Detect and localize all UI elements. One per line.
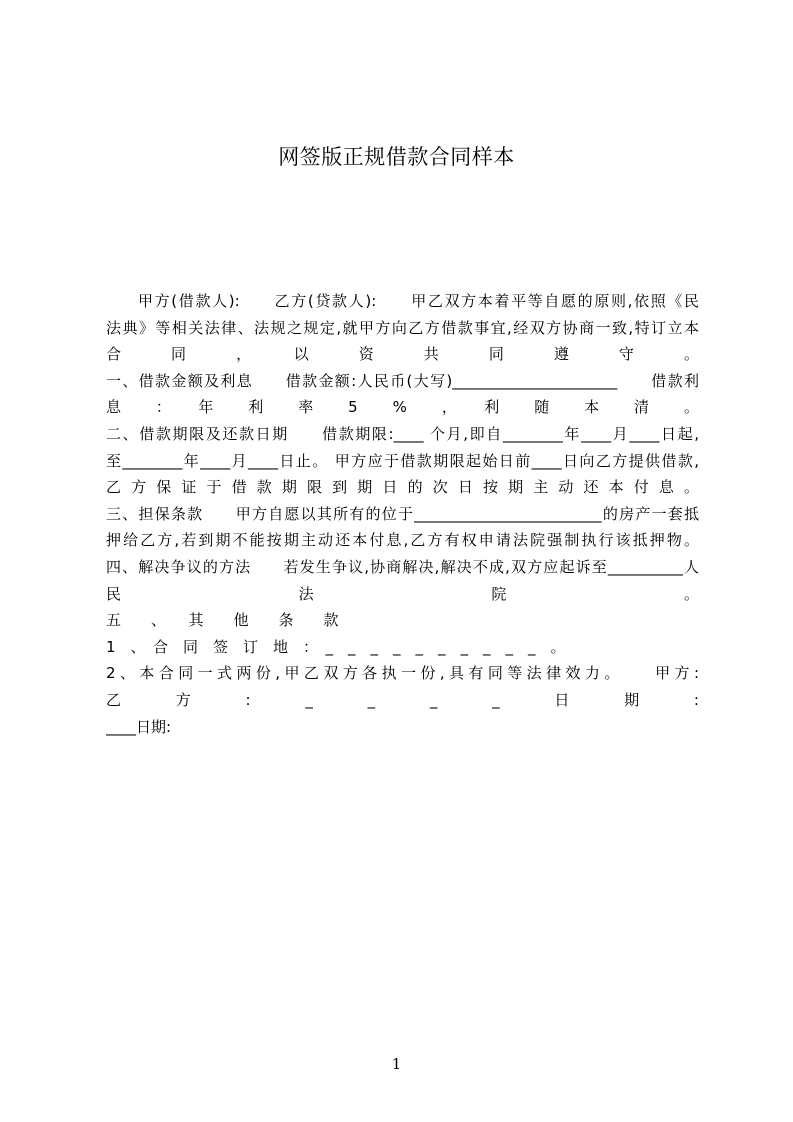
page-number: 1 — [391, 1055, 402, 1073]
section-1-line: 一、借款金额及利息 借款金额:人民币(大写)______________________ 借款利 — [106, 371, 699, 390]
paragraph-line: 法典》等相关法律、法规之规定,就甲方向乙方借款事宜,经双方协商一致,特订立本 — [106, 318, 699, 337]
document-title: 网签版正规借款合同样本 — [278, 145, 515, 169]
paragraph-line: 甲方(借款人): 乙方(贷款人): 甲乙双方本着平等自愿的原则,依照《民 — [138, 292, 699, 310]
contract-body — [106, 288, 699, 740]
section-5-line: 五 、 其 他 条 款 — [106, 611, 339, 630]
paragraph-line: 2、本合同一式两份,甲乙双方各执一份,具有同等法律效力。 甲方: — [106, 664, 699, 683]
paragraph-line: 至________年____月____日止。 甲方应于借款期限起始日前____日向乙方提供借款, — [106, 451, 699, 470]
signature-line: 乙 方 : _ _ _ _ 日 期 : — [106, 690, 699, 709]
paragraph-line: 民 法 院 。 — [106, 584, 699, 603]
section-3-line: 三、担保条款 甲方自愿以其所有的位于_________________________的房产一套抵 — [106, 504, 699, 523]
paragraph-line: 1 、 合 同 签 订 地 ： _ _ _ _ _ _ _ _ _ _ 。 — [106, 637, 566, 656]
section-2-line: 二、借款期限及还款日期 借款期限:____ 个月,即自________年____月____日起, — [106, 424, 699, 443]
date-line: ____日期: — [106, 717, 172, 736]
paragraph-line: 合 同 ， 以 资 共 同 遵 守 。 — [106, 345, 699, 364]
section-4-line: 四、解决争议的方法 若发生争议,协商解决,解决不成,双方应起诉至__________人 — [106, 557, 699, 576]
paragraph-line: 乙 方 保 证 于 借 款 期 限 到 期 日 的 次 日 按 期 主 动 还 本 付 息 。 — [106, 478, 699, 497]
paragraph-line: 息 ： 年 利 率 5 % ， 利 随 本 清 。 — [106, 398, 699, 417]
paragraph-line: 押给乙方,若到期不能按期主动还本付息,乙方有权申请法院强制执行该抵押物。 — [106, 531, 699, 550]
